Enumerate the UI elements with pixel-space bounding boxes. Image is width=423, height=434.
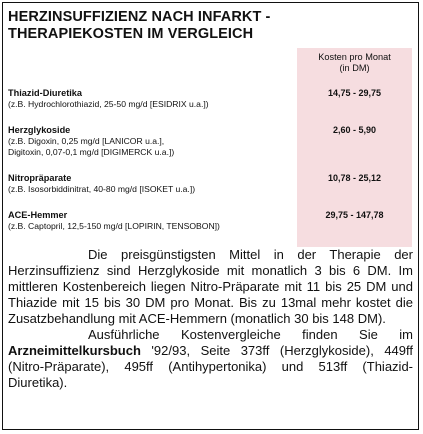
drug-class-name: Herzglykoside [8, 125, 71, 135]
reference-text-before: Ausführliche Kostenvergleiche finden Sie im [88, 327, 413, 342]
monthly-cost: 14,75 - 29,75 [327, 88, 382, 98]
table-row [8, 88, 413, 110]
drug-class-name: ACE-Hemmer [8, 210, 68, 220]
paragraph-summary: Die preisgünstigsten Mittel in der Therapie der Herzinsuffizienz sind Herzglykoside mit monatlich 3 bis 6 DM. Im mittleren Kostenbereich liegen Nitro-Präparate mit 11 bis 25 DM und Thiazide mit 15 bis 30 DM pro Monat. Bis zu 13mal mehr kostet die Zusatzbehandlung mit ACE-Hemmern (monatlich 30 bis 148 DM). [8, 247, 413, 326]
drug-example: (z.B. Digoxin, 0,25 mg/d [LANICOR u.a.], [8, 136, 165, 146]
monthly-cost: 29,75 - 147,78 [325, 210, 384, 220]
table-row [8, 210, 413, 232]
cost-header-line-1: Kosten pro Monat [318, 52, 391, 62]
drug-example: (z.B. Hydrochlorothiazid, 25-50 mg/d [ESIDRIX u.a.]) [8, 99, 209, 109]
table-row [8, 125, 413, 157]
title-line-1: HERZINSUFFIZIENZ NACH INFARKT - [8, 9, 271, 25]
drug-class-name: Thiazid-Diuretika [8, 88, 83, 98]
article-body [8, 247, 413, 391]
reference-text-after: '92/93, Seite 373ff (Herzglykoside), 449ff (Nitro-Präparate), 495ff (Antihypertonika) und 513ff (Thiazid-Diuretika). [8, 343, 413, 390]
paragraph-reference [8, 327, 413, 391]
drug-example: (z.B. Captopril, 12,5-150 mg/d [LOPIRIN, TENSOBON]) [8, 221, 220, 231]
drug-example: Digitoxin, 0,07-0,1 mg/d [DIGIMERCK u.a.]) [8, 146, 175, 157]
drug-class-name: Nitropräparate [8, 173, 72, 183]
table-row [8, 173, 413, 195]
drug-example: (z.B. Isosorbiddinitrat, 40-80 mg/d [ISOKET u.a.]) [8, 184, 196, 194]
cost-column-header [297, 52, 412, 74]
book-title: Arzneimittelkursbuch [8, 343, 141, 358]
title-line-2: THERAPIEKOSTEN IM VERGLEICH [8, 26, 254, 42]
article-title [8, 9, 270, 43]
cost-header-line-2: (in DM) [339, 63, 370, 73]
monthly-cost: 10,78 - 25,12 [327, 173, 382, 183]
monthly-cost: 2,60 - 5,90 [332, 125, 377, 135]
